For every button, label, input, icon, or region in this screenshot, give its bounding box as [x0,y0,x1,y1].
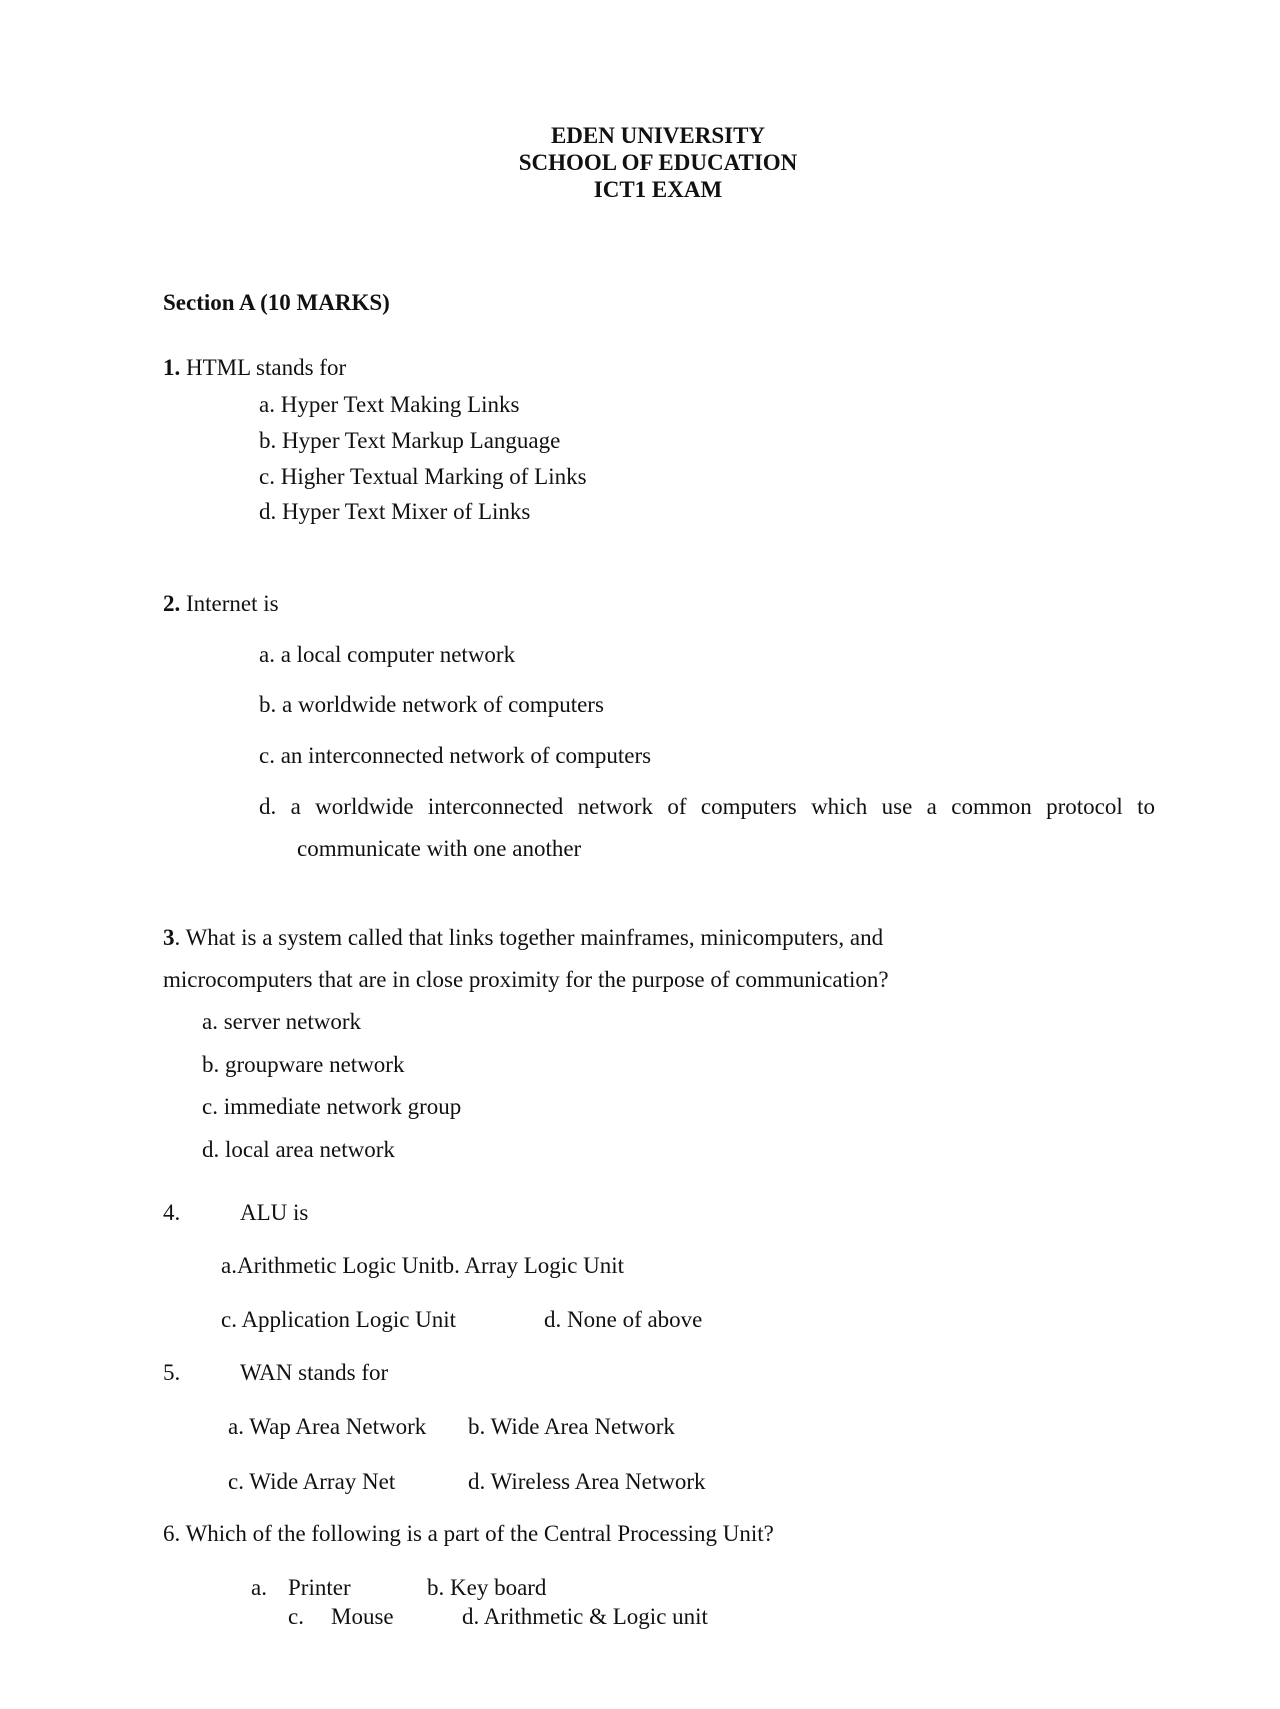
q1-option-d: d. Hyper Text Mixer of Links [259,499,531,524]
university-name: EDEN UNIVERSITY [550,123,766,148]
school-name: SCHOOL OF EDUCATION [518,150,798,175]
question-4-text: ALU is [240,1200,309,1225]
q6-option-c-label: Mouse [331,1604,394,1629]
q1-option-b: b. Hyper Text Markup Language [259,428,561,453]
q5-option-d: d. Wireless Area Network [468,1469,706,1494]
q6-option-a-label: Printer [288,1575,351,1600]
question-number: 1. [163,355,181,380]
q3-option-a: a. server network [202,1009,362,1034]
question-5-number: 5. [163,1360,181,1385]
q1-option-c: c. Higher Textual Marking of Links [259,464,587,489]
question-3-continued: microcomputers that are in close proximity for the purpose of communication? [163,967,889,992]
question-4-number: 4. [163,1200,181,1225]
question-number: 3 [163,925,175,950]
q6-option-a-letter: a. [251,1575,267,1600]
q4-options-a-b: a.Arithmetic Logic Unitb. Array Logic Unit [221,1253,625,1278]
question-2 [163,592,279,615]
section-title: Section A (10 MARKS) [163,290,390,315]
question-text: Internet is [186,591,279,616]
question-3 [163,926,883,949]
q4-option-d: d. None of above [544,1307,703,1332]
question-1 [163,356,346,379]
option-letter: b. [427,1575,445,1600]
q6-option-c-letter: c. [288,1604,304,1629]
q3-option-b: b. groupware network [202,1052,405,1077]
q3-option-c: c. immediate network group [202,1094,462,1119]
q4-option-c: c. Application Logic Unit [221,1307,457,1332]
question-text: HTML stands for [186,355,347,380]
q2-option-d-continued: communicate with one another [297,836,582,861]
q2-option-d: d. a worldwide interconnected network of computers which use a common protocol to [259,794,1155,819]
exam-title: ICT1 EXAM [593,177,723,202]
option-letter: d. [462,1604,480,1629]
option-label: Key board [450,1575,547,1600]
question-6: 6. Which of the following is a part of the Central Processing Unit? [163,1521,774,1546]
q5-option-b: b. Wide Area Network [468,1414,675,1439]
q5-option-a: a. Wap Area Network [228,1414,427,1439]
q2-option-b: b. a worldwide network of computers [259,692,604,717]
question-5-text: WAN stands for [240,1360,389,1385]
q5-option-c: c. Wide Array Net [228,1469,396,1494]
q3-option-d: d. local area network [202,1137,395,1162]
option-label: Arithmetic & Logic unit [483,1604,708,1629]
question-text: . What is a system called that links together mainframes, minicomputers, and [174,925,884,950]
q6-option-d [462,1605,708,1628]
q6-option-b [427,1576,546,1599]
q2-option-a: a. a local computer network [259,642,516,667]
question-number: 2. [163,591,181,616]
q1-option-a: a. Hyper Text Making Links [259,392,520,417]
q2-option-c: c. an interconnected network of computers [259,743,652,768]
